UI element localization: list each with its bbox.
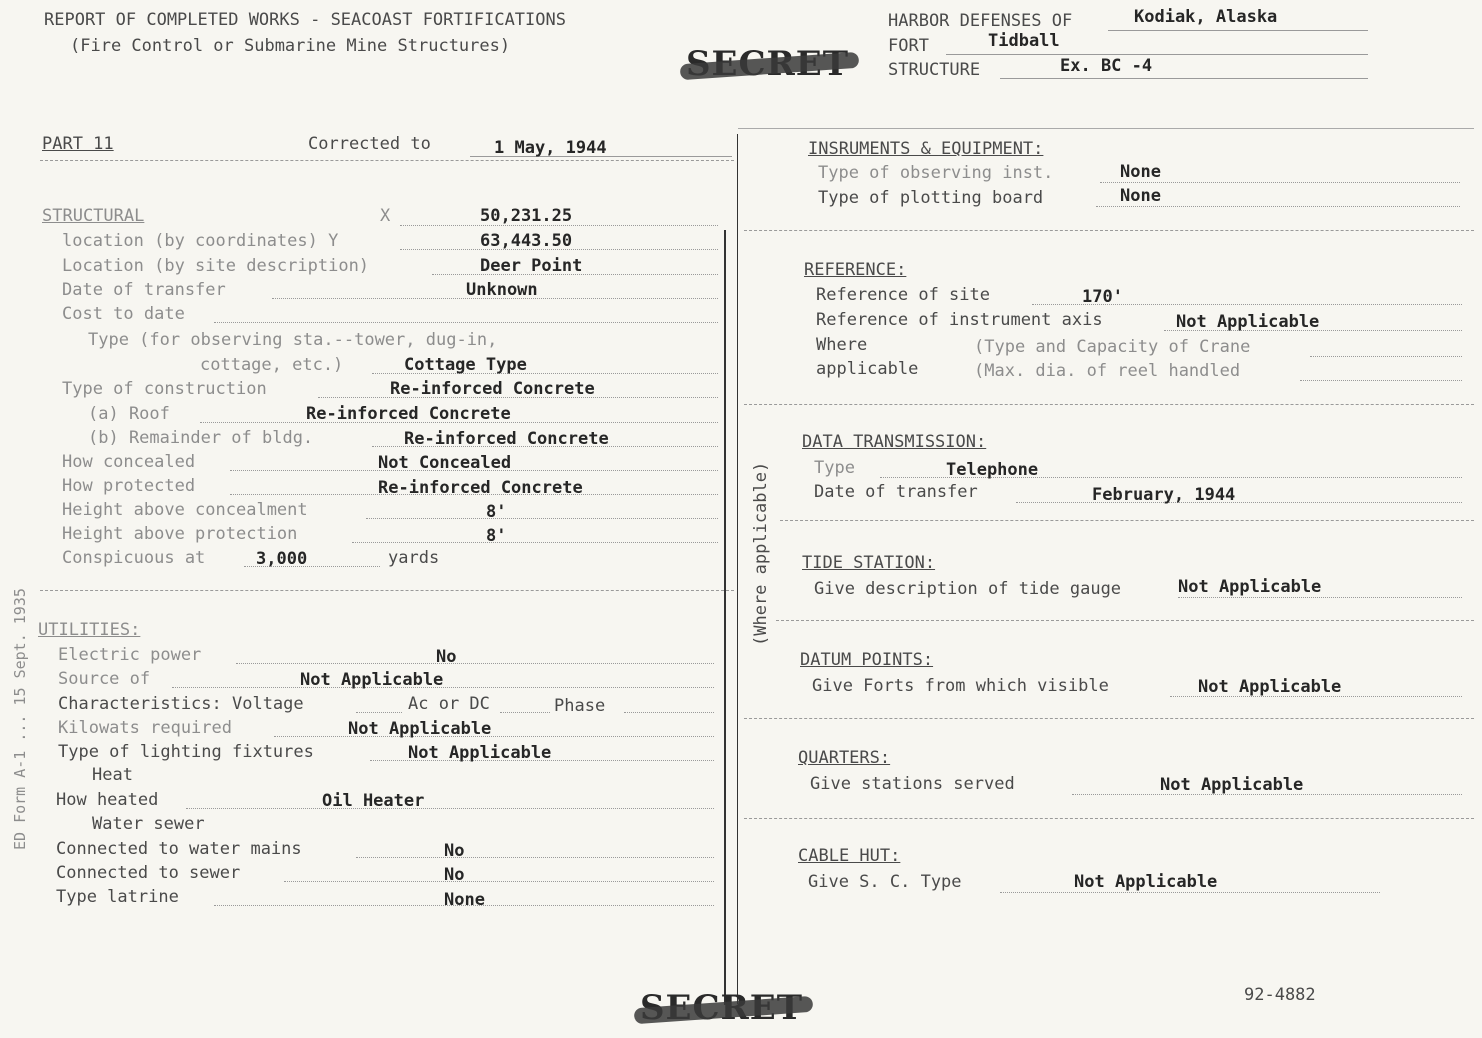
protected-label: How protected <box>62 476 196 496</box>
corrected-value: 1 May, 1944 <box>494 138 607 158</box>
date-transfer-label: Date of transfer <box>62 280 226 300</box>
dt-date-value: February, 1944 <box>1092 485 1236 505</box>
latrine-label: Type latrine <box>56 887 179 907</box>
tide-station-divider <box>776 620 1474 621</box>
conspicuous-label: Conspicuous at <box>62 548 206 568</box>
acdc-line <box>500 712 550 713</box>
datum-forts-label: Give Forts from which visible <box>812 676 1109 696</box>
instruments-heading: INSRUMENTS & EQUIPMENT: <box>808 139 1044 159</box>
water-label: Water sewer <box>92 814 205 834</box>
utilities-heading: UTILITIES: <box>38 620 141 640</box>
x-value: 50,231.25 <box>480 206 573 226</box>
heated-value: Oil Heater <box>322 791 425 811</box>
stations-served-label: Give stations served <box>810 774 1015 794</box>
height-protect-line <box>352 542 718 543</box>
reel-label: (Max. dia. of reel handled <box>974 361 1241 381</box>
protected-value: Re-inforced Concrete <box>378 478 583 498</box>
height-conceal-value: 8' <box>486 502 507 522</box>
ref-site-value: 170' <box>1082 287 1123 307</box>
right-panel-top-border <box>738 128 1474 129</box>
phase-line <box>624 712 714 713</box>
observing-line <box>1100 182 1460 183</box>
sewer-label: Connected to sewer <box>56 863 241 883</box>
source-value: Not Applicable <box>300 670 444 690</box>
instruments-divider <box>744 230 1474 231</box>
voltage-line <box>356 712 402 713</box>
latrine-value: None <box>444 890 485 910</box>
part-divider <box>40 160 734 161</box>
report-subtitle: (Fire Control or Submarine Mine Structures) <box>70 36 511 56</box>
quarters-heading: QUARTERS: <box>798 748 891 768</box>
mains-value: No <box>444 841 465 861</box>
applicable-label: applicable <box>816 359 919 379</box>
dt-type-value: Telephone <box>946 460 1039 480</box>
cable-hut-heading: CABLE HUT: <box>798 846 901 866</box>
where-applicable-note: (Where applicable) <box>751 461 771 646</box>
form-number-margin: ED Form A-1 ... 15 Sept. 1935 <box>11 588 29 850</box>
concealed-value: Not Concealed <box>378 453 512 473</box>
tide-gauge-line <box>1178 597 1462 598</box>
fort-line <box>946 54 1368 55</box>
height-conceal-line <box>366 518 718 519</box>
y-value: 63,443.50 <box>480 231 573 251</box>
mains-line <box>356 857 714 858</box>
secret-stamp-top <box>686 44 849 84</box>
structure-line <box>1000 78 1368 79</box>
remainder-value: Re-inforced Concrete <box>404 429 609 449</box>
plotting-label: Type of plotting board <box>818 188 1044 208</box>
crane-label: (Type and Capacity of Crane <box>974 337 1251 357</box>
report-title: REPORT OF COMPLETED WORKS - SEACOAST FORTIFICATIONS <box>44 10 566 30</box>
structural-divider <box>40 590 734 591</box>
height-conceal-label: Height above concealment <box>62 500 308 520</box>
structure-value: Ex. BC -4 <box>1060 56 1153 76</box>
harbor-label: HARBOR DEFENSES OF <box>888 11 1073 31</box>
concealed-label: How concealed <box>62 452 196 472</box>
type-value: Cottage Type <box>404 355 527 375</box>
conspicuous-value: 3,000 <box>256 549 308 569</box>
loc-coord-label: location (by coordinates) Y <box>62 231 339 251</box>
kw-line <box>274 736 714 737</box>
char-label: Characteristics: Voltage <box>58 694 304 714</box>
datum-divider <box>744 718 1474 719</box>
char-acdc: Ac or DC <box>408 694 490 714</box>
conspicuous-unit: yards <box>388 548 440 568</box>
roof-value: Re-inforced Concrete <box>306 404 511 424</box>
lighting-value: Not Applicable <box>408 743 552 763</box>
data-transmission-divider <box>780 520 1474 521</box>
reference-heading: REFERENCE: <box>804 260 907 280</box>
type-label-2: cottage, etc.) <box>200 355 344 375</box>
fort-label: FORT <box>888 36 929 56</box>
plotting-line <box>1096 206 1460 207</box>
cost-line <box>214 322 718 323</box>
ref-site-label: Reference of site <box>816 285 990 305</box>
construction-label: Type of construction <box>62 379 267 399</box>
dt-type-label: Type <box>814 458 855 478</box>
construction-value: Re-inforced Concrete <box>390 379 595 399</box>
document-number: 92-4882 <box>1244 985 1316 1005</box>
column-divider-right <box>737 134 738 1004</box>
heat-label: Heat <box>92 765 133 785</box>
source-label: Source of <box>58 669 151 689</box>
char-phase: Phase <box>554 696 606 716</box>
kw-label: Kilowats required <box>58 718 232 738</box>
lighting-label: Type of lighting fixtures <box>58 742 314 762</box>
x-label: X <box>380 206 391 226</box>
where-label: Where <box>816 335 868 355</box>
sc-type-value: Not Applicable <box>1074 872 1218 892</box>
reel-line <box>1300 380 1462 381</box>
quarters-divider <box>744 818 1474 819</box>
structure-label: STRUCTURE <box>888 60 981 80</box>
sc-type-line <box>1000 892 1380 893</box>
ref-axis-label: Reference of instrument axis <box>816 310 1103 330</box>
structural-heading: STRUCTURAL <box>42 206 145 226</box>
electric-label: Electric power <box>58 645 202 665</box>
height-protect-label: Height above protection <box>62 524 298 544</box>
cost-label: Cost to date <box>62 304 185 324</box>
observing-label: Type of observing inst. <box>818 163 1054 183</box>
dt-date-line <box>1016 502 1462 503</box>
remainder-label: (b) Remainder of bldg. <box>88 428 314 448</box>
electric-line <box>236 663 714 664</box>
date-transfer-value: Unknown <box>466 280 538 300</box>
data-transmission-heading: DATA TRANSMISSION: <box>802 432 987 452</box>
fort-value: Tidball <box>988 31 1060 51</box>
ref-axis-value: Not Applicable <box>1176 312 1320 332</box>
tide-gauge-label: Give description of tide gauge <box>814 579 1122 599</box>
sc-type-label: Give S. C. Type <box>808 872 962 892</box>
heated-label: How heated <box>56 790 159 810</box>
tide-station-heading: TIDE STATION: <box>802 553 936 573</box>
loc-site-label: Location (by site description) <box>62 256 370 276</box>
tide-gauge-value: Not Applicable <box>1178 577 1322 597</box>
mains-label: Connected to water mains <box>56 839 302 859</box>
crane-line <box>1310 356 1462 357</box>
datum-forts-value: Not Applicable <box>1198 677 1342 697</box>
column-divider-left <box>724 230 726 1005</box>
observing-value: None <box>1120 162 1161 182</box>
harbor-value: Kodiak, Alaska <box>1134 7 1278 27</box>
secret-stamp-bottom <box>640 988 803 1028</box>
stations-served-value: Not Applicable <box>1160 775 1304 795</box>
loc-site-value: Deer Point <box>480 256 583 276</box>
dt-date-label: Date of transfer <box>814 482 978 502</box>
part-label: PART 11 <box>42 134 114 154</box>
kw-value: Not Applicable <box>348 719 492 739</box>
height-protect-value: 8' <box>486 526 507 546</box>
heated-line <box>186 808 714 809</box>
electric-value: No <box>436 647 457 667</box>
reference-divider <box>744 404 1474 405</box>
type-label-1: Type (for observing sta.--tower, dug-in, <box>88 330 498 350</box>
harbor-line <box>1108 30 1368 31</box>
plotting-value: None <box>1120 186 1161 206</box>
sewer-line <box>284 881 714 882</box>
roof-label: (a) Roof <box>88 404 170 424</box>
datum-points-heading: DATUM POINTS: <box>800 650 934 670</box>
corrected-label: Corrected to <box>308 134 431 154</box>
sewer-value: No <box>444 865 465 885</box>
